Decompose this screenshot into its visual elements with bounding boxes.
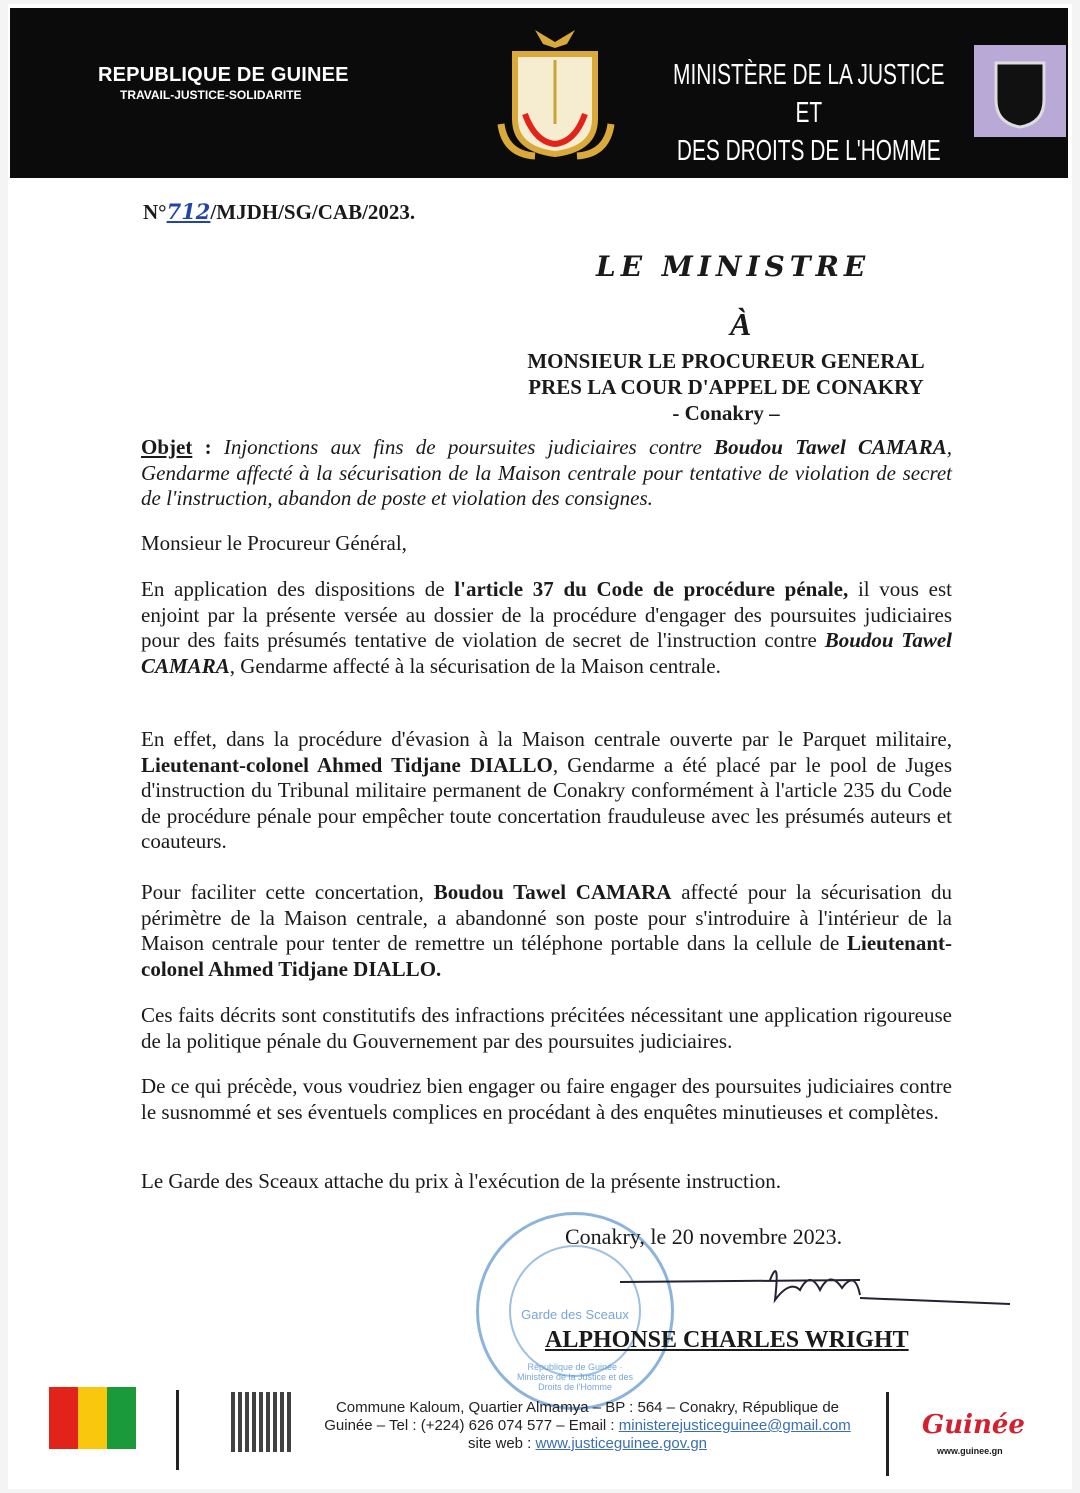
guinea-flag-icon bbox=[49, 1387, 136, 1449]
website-link[interactable]: www.justiceguinee.gov.gn bbox=[535, 1435, 708, 1452]
text: , Gendarme affecté à la sécurisation de la Maison centrale. bbox=[229, 653, 721, 678]
subject bbox=[141, 435, 952, 512]
text: En application des dispositions de bbox=[141, 577, 455, 601]
sender-title: LE MINISTRE bbox=[596, 250, 871, 283]
text: En effet, dans la procédure d'évasion à la Maison centrale ouverte par le Parquet militaire, bbox=[141, 727, 952, 751]
text: affecté pour la sécurisation du périmètre de la Maison centrale, a abandonné son poste pour s'introduire à l'intérieur de la Maison centrale pour tenter de remettre un téléphone portable dans la cellule de bbox=[141, 880, 952, 955]
ref-prefix: N° bbox=[143, 200, 167, 224]
paragraph-6: Le Garde des Sceaux attache du prix à l'exécution de la présente instruction. bbox=[141, 1169, 781, 1193]
text: , Gendarme a été placé par le pool de Juges d'instruction du Tribunal militaire permanent de Conakry conformément à l'article 235 du Code de procédure pénale pour empêcher toute concertation frauduleuse avec les présumés auteurs et coauteurs. bbox=[141, 752, 952, 853]
text-bold: Boudou Tawel CAMARA bbox=[141, 628, 952, 678]
date-line: Conakry, le 20 novembre 2023. bbox=[565, 1224, 843, 1249]
salutation: Monsieur le Procureur Général, bbox=[141, 531, 407, 555]
guinee-logo-url: www.guinee.gn bbox=[937, 1446, 1003, 1456]
ref-handwritten-number: 712 bbox=[166, 199, 211, 224]
footer-address bbox=[300, 1399, 875, 1453]
handwritten-signature-icon bbox=[620, 1260, 1020, 1320]
text-bold: Lieutenant-colonel Ahmed Tidjane DIALLO. bbox=[141, 931, 952, 981]
divider bbox=[886, 1392, 889, 1476]
text: Pour faciliter cette concertation, bbox=[141, 880, 434, 904]
paragraph-1 bbox=[141, 577, 952, 679]
addressee-block bbox=[520, 348, 932, 426]
subject-label: Objet bbox=[141, 435, 193, 459]
paragraph-4: Ces faits décrits sont constitutifs des infractions précitées nécessitant une application rigoureuse de la politique pénale du Gouvernement par des poursuites judiciaires. bbox=[141, 1003, 952, 1053]
ministry-seal-icon bbox=[974, 45, 1066, 137]
qr-code-icon bbox=[231, 1392, 291, 1452]
addressee-line: - Conakry – bbox=[672, 401, 780, 425]
text-bold: l'article 37 du Code de procédure pénale, bbox=[454, 577, 849, 601]
coat-of-arms-icon bbox=[495, 24, 617, 164]
text-bold: Boudou Tawel CAMARA bbox=[433, 880, 672, 904]
footer-line: Guinée – Tel : (+224) 626 074 577 – Email : bbox=[324, 1417, 619, 1434]
ministry-line-1: MINISTÈRE DE LA JUSTICE ET bbox=[673, 59, 945, 129]
text-bold: Lieutenant-colonel Ahmed Tidjane DIALLO bbox=[141, 752, 553, 777]
text: il vous est enjoint par la présente versée au dossier de la procédure d'engager des poursuites judiciaires pour des faits présumés tentative de violation de secret de l'instruction contre bbox=[141, 577, 953, 652]
subject-text: Injonctions aux fins de poursuites judiciaires contre bbox=[223, 435, 715, 459]
reference-number bbox=[143, 199, 415, 225]
stamp-center-text: Garde des Sceaux bbox=[521, 1307, 629, 1322]
addressee-line: PRES LA COUR D'APPEL DE CONAKRY bbox=[528, 375, 924, 399]
paragraph-2 bbox=[141, 727, 952, 855]
footer-line: Commune Kaloum, Quartier Almamya – BP : 564 – Conakry, République de bbox=[335, 1399, 840, 1416]
addressee-line: MONSIEUR LE PROCUREUR GENERAL bbox=[527, 349, 925, 373]
to-word: À bbox=[730, 306, 752, 342]
stamp-ring-text: République de Guinée · Ministère de la Justice et des Droits de l'Homme bbox=[516, 1362, 634, 1392]
subject-name: Boudou Tawel CAMARA bbox=[714, 435, 947, 459]
signatory-name: ALPHONSE CHARLES WRIGHT bbox=[545, 1327, 909, 1353]
country-motto: TRAVAIL-JUSTICE-SOLIDARITE bbox=[120, 88, 302, 102]
ministry-name bbox=[672, 56, 946, 170]
email-link[interactable]: ministerejusticeguinee@gmail.com bbox=[618, 1417, 851, 1434]
country-name: REPUBLIQUE DE GUINEE bbox=[98, 64, 349, 86]
subject-text: , Gendarme affecté à la sécurisation de la Maison centrale pour tentative de violation de secret de l'instruction, abandon de poste et violation des consignes. bbox=[141, 435, 953, 510]
ref-suffix: /MJDH/SG/CAB/2023. bbox=[210, 200, 416, 224]
paragraph-3 bbox=[141, 880, 952, 982]
divider bbox=[176, 1390, 179, 1470]
footer-line: site web : bbox=[467, 1435, 536, 1452]
subject-colon: : bbox=[192, 435, 224, 459]
guinee-logo: Guinée bbox=[922, 1410, 1025, 1440]
paragraph-5: De ce qui précède, vous voudriez bien engager ou faire engager des poursuites judiciaires contre le susnommé et ses éventuels complices en procédant à des enquêtes minutieuses et complètes. bbox=[141, 1074, 952, 1124]
ministry-line-2: DES DROITS DE L'HOMME bbox=[676, 135, 941, 167]
